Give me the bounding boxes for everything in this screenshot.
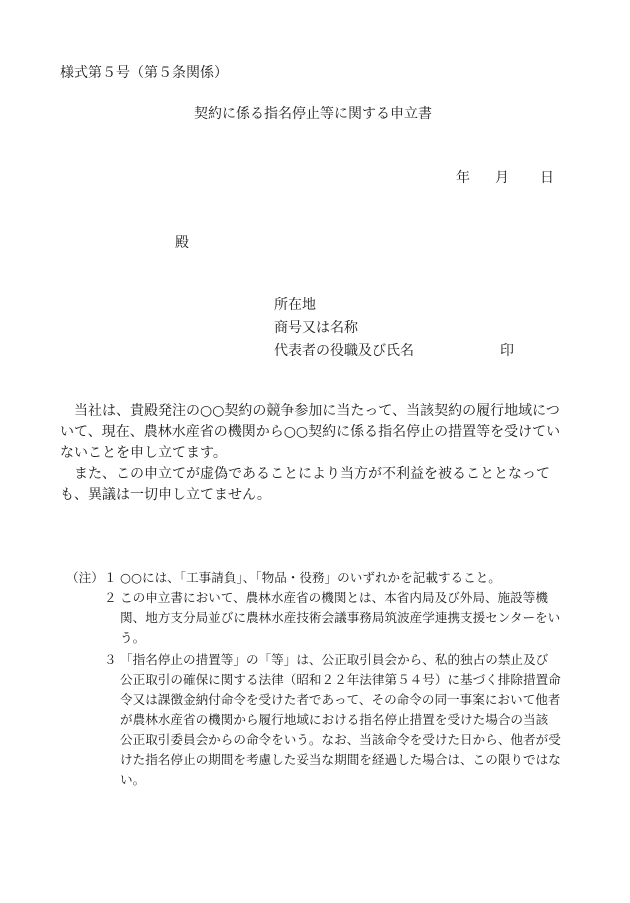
- statement-paragraph: [60, 465, 580, 507]
- note-line: けた指名停止の期間を考慮した妥当な期間を経過した場合は、この限りではな: [120, 752, 561, 767]
- document-title: 契約に係る指名停止等に関する申立書: [194, 106, 432, 122]
- note-line: この申立書において、農林水産省の機関とは、本省内局及び外局、施設等機: [120, 590, 548, 605]
- note-number: ３: [104, 652, 117, 667]
- note-line: 「指名停止の措置等」の「等」は、公正取引員会から、私的独占の禁止及び: [120, 652, 549, 667]
- date-year-label: 年: [456, 170, 470, 186]
- statement-line: 当社は、貴殿発注の○○契約の競争参加に当たって、当該契約の履行地域につ: [60, 403, 560, 419]
- note-text: [120, 570, 588, 590]
- note-line: い。: [120, 772, 146, 787]
- notes-section: [66, 570, 586, 802]
- applicant-address-label: 所在地: [274, 297, 316, 313]
- note-line: 関、地方支分局並びに農林水産技術会議事務局筑波産学連携支援センターをい: [120, 610, 561, 625]
- statement-paragraph: [60, 402, 580, 465]
- addressee-suffix: 殿: [175, 235, 189, 251]
- note-line: が農林水産省の機関から履行地域における指名停止措置を受けた場合の当該: [120, 712, 549, 727]
- note-number: １: [104, 570, 117, 585]
- statement-line: いて、現在、農林水産省の機関から○○契約に係る指名停止の措置等を受けてい: [60, 424, 561, 440]
- note-line: 公正取引の確保に関する法律（昭和２２年法律第５４号）に基づく排除措置命: [120, 672, 561, 687]
- note-line: 令又は課徴金納付命令を受けた者であって、その命令の同一事案において他者: [120, 692, 561, 707]
- seal-mark: 印: [500, 343, 514, 359]
- statement-line: ないことを申し立てます。: [60, 445, 227, 461]
- applicant-block: [274, 296, 414, 365]
- notes-label: （注）: [66, 570, 104, 585]
- statement-text: [60, 402, 580, 507]
- note-item: [66, 570, 586, 590]
- note-line: 公正取引委員会からの命令をいう。なお、当該命令を受けた日から、他者が受: [120, 732, 561, 747]
- form-number: 様式第５号（第５条関係）: [60, 65, 228, 81]
- date-day-label: 日: [540, 170, 554, 186]
- note-text: [120, 590, 588, 650]
- date-month-label: 月: [495, 170, 509, 186]
- statement-line: また、この申立てが虚偽であることにより当方が不利益を被ることとなって: [60, 466, 550, 482]
- statement-line: も、異議は一切申し立てません。: [60, 487, 271, 503]
- note-number: ２: [104, 590, 117, 605]
- note-item: [66, 652, 586, 802]
- note-line: ○○には、「工事請負」、「物品・役務」のいずれかを記載すること。: [120, 570, 501, 585]
- note-line: う。: [120, 630, 146, 645]
- note-item: [66, 590, 586, 652]
- applicant-name-label: 商号又は名称: [274, 320, 358, 336]
- applicant-representative-label: 代表者の役職及び氏名: [274, 343, 414, 359]
- note-text: [120, 652, 588, 792]
